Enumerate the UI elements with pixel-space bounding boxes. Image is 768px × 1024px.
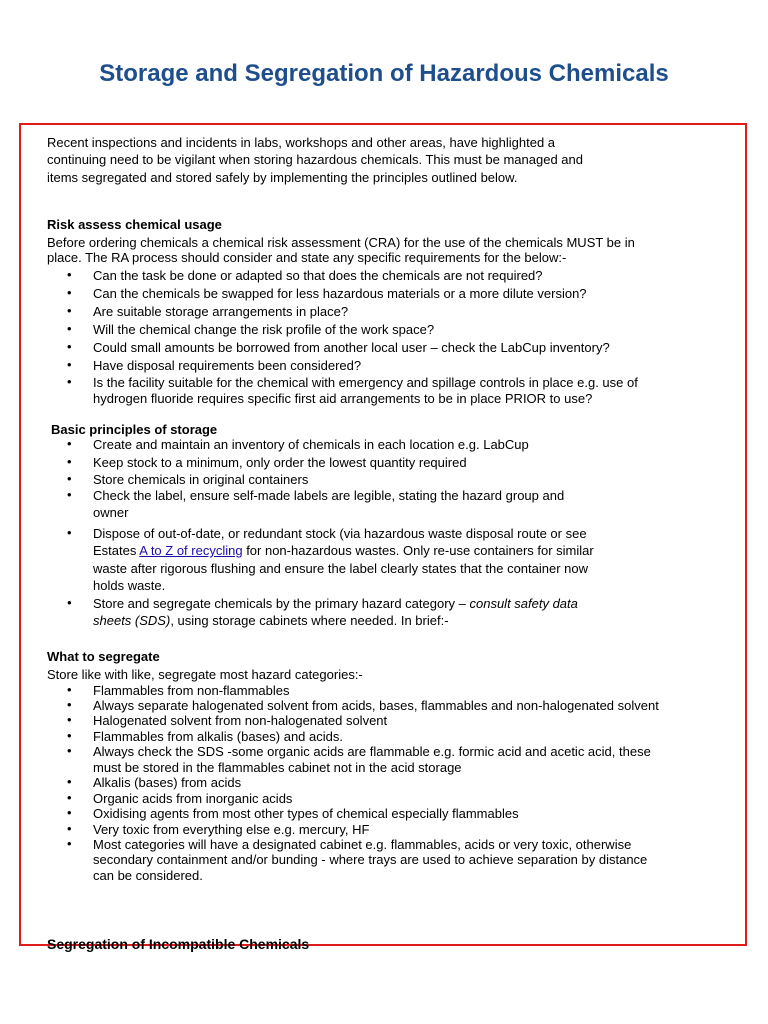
segregate-heading: What to segregate: [47, 649, 160, 664]
bullet-icon: •: [67, 821, 72, 836]
basic-bullet-cont: owner: [93, 505, 129, 520]
bullet-icon: •: [67, 712, 72, 727]
basic-bullet-cont: holds waste.: [93, 578, 166, 593]
basic-bullet: Dispose of out-of-date, or redundant stock (via hazardous waste disposal route or see: [93, 526, 587, 541]
bullet-icon: •: [67, 774, 72, 789]
basic-bullet: Create and maintain an inventory of chemicals in each location e.g. LabCup: [93, 437, 529, 452]
text: Store and segregate chemicals by the primary hazard category –: [93, 596, 470, 611]
segregate-bullet: Alkalis (bases) from acids: [93, 775, 242, 790]
bullet-icon: •: [67, 728, 72, 743]
intro-line-2: continuing need to be vigilant when storing hazardous chemicals. This must be managed and: [47, 152, 583, 167]
bullet-icon: •: [67, 743, 72, 758]
risk-bullet: Can the task be done or adapted so that does the chemicals are not required?: [93, 268, 543, 283]
basic-bullet: Check the label, ensure self-made labels are legible, stating the hazard group and: [93, 488, 565, 503]
bullet-icon: •: [67, 595, 72, 610]
bullet-icon: •: [67, 374, 72, 389]
risk-bullet: Could small amounts be borrowed from another local user – check the LabCup inventory?: [93, 340, 610, 355]
bullet-icon: •: [67, 454, 72, 469]
bullet-icon: •: [67, 836, 72, 851]
risk-para-2: place. The RA process should consider and state any specific requirements for the below:-: [47, 250, 567, 265]
risk-para-1: Before ordering chemicals a chemical risk assessment (CRA) for the use of the chemicals MUST be in: [47, 235, 635, 250]
page-title: Storage and Segregation of Hazardous Chemicals: [99, 60, 669, 87]
bullet-icon: •: [67, 303, 72, 318]
bullet-icon: •: [67, 682, 72, 697]
segregate-bullet: Halogenated solvent from non-halogenated solvent: [93, 713, 388, 728]
intro-line-1: Recent inspections and incidents in labs, workshops and other areas, have highlighted a: [47, 135, 556, 150]
intro-line-3: items segregated and stored safely by implementing the principles outlined below.: [47, 170, 518, 185]
basic-bullet: Store chemicals in original containers: [93, 472, 309, 487]
risk-bullet-cont: hydrogen fluoride requires specific first aid arrangements to be in place PRIOR to use?: [93, 391, 593, 406]
bullet-icon: •: [67, 357, 72, 372]
bullet-icon: •: [67, 321, 72, 336]
segregate-bullet: Always separate halogenated solvent from acids, bases, flammables and non-halogenated solvent: [93, 698, 659, 713]
segregate-bullet: Oxidising agents from most other types of chemical especially flammables: [93, 806, 519, 821]
segregate-bullet-cont: can be considered.: [93, 868, 203, 883]
segregate-bullet: Flammables from non-flammables: [93, 683, 290, 698]
segregation-incompatible-heading: Segregation of Incompatible Chemicals: [47, 936, 310, 952]
basic-bullet: Keep stock to a minimum, only order the lowest quantity required: [93, 455, 467, 470]
text-italic: consult safety data: [469, 596, 578, 611]
bullet-icon: •: [67, 436, 72, 451]
risk-heading: Risk assess chemical usage: [47, 217, 222, 232]
risk-bullet: Have disposal requirements been considered?: [93, 358, 362, 373]
bullet-icon: •: [67, 267, 72, 282]
bullet-icon: •: [67, 487, 72, 502]
bullet-icon: •: [67, 339, 72, 354]
segregate-bullet: Flammables from alkalis (bases) and acids.: [93, 729, 343, 744]
bullet-icon: •: [67, 471, 72, 486]
risk-bullet: Are suitable storage arrangements in place?: [93, 304, 349, 319]
recycling-link[interactable]: A to Z of recycling: [139, 543, 243, 558]
segregate-bullet: Very toxic from everything else e.g. mercury, HF: [93, 822, 370, 837]
risk-bullet: Is the facility suitable for the chemical with emergency and spillage controls in place e.g. use of: [93, 375, 638, 390]
basic-bullet-cont: [93, 542, 594, 559]
segregate-bullet-cont: must be stored in the flammables cabinet not in the acid storage: [93, 760, 462, 775]
segregate-bullet: Always check the SDS -some organic acids are flammable e.g. formic acid and acetic acid, these: [93, 744, 651, 759]
segregate-para: Store like with like, segregate most hazard categories:-: [47, 667, 363, 682]
segregate-bullet: Organic acids from inorganic acids: [93, 791, 293, 806]
bullet-icon: •: [67, 697, 72, 712]
bullet-icon: •: [67, 790, 72, 805]
risk-bullet: Will the chemical change the risk profile of the work space?: [93, 322, 435, 337]
bullet-icon: •: [67, 525, 72, 540]
segregate-bullet-cont: secondary containment and/or bunding - where trays are used to achieve separation by distance: [93, 852, 648, 867]
basic-bullet: [93, 595, 578, 612]
text: Estates: [93, 543, 140, 558]
text: , using storage cabinets where needed. In brief:-: [170, 613, 449, 628]
bullet-icon: •: [67, 805, 72, 820]
basic-bullet-cont: waste after rigorous flushing and ensure the label clearly states that the container now: [93, 561, 589, 576]
text-italic: sheets (SDS): [93, 613, 171, 628]
segregate-bullet: Most categories will have a designated cabinet e.g. flammables, acids or very toxic, otherwise: [93, 837, 632, 852]
basic-bullet-cont: [93, 612, 449, 629]
risk-bullet: Can the chemicals be swapped for less hazardous materials or a more dilute version?: [93, 286, 587, 301]
basic-heading: Basic principles of storage: [51, 422, 218, 437]
text: for non-hazardous wastes. Only re-use containers for similar: [242, 543, 594, 558]
bullet-icon: •: [67, 285, 72, 300]
